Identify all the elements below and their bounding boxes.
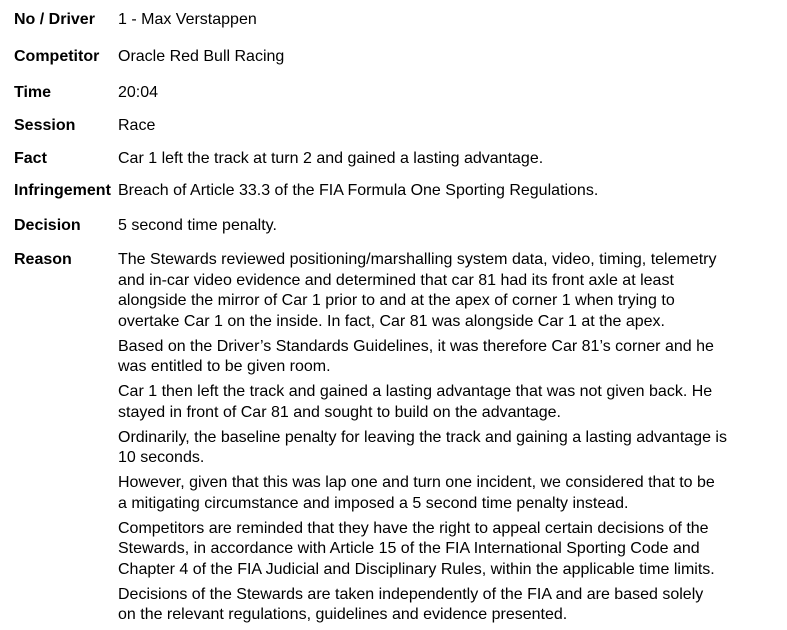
field-value: 1 - Max Verstappen [118,11,257,28]
field-label: Infringement [14,182,111,199]
reason-line: 10 seconds. [118,449,205,466]
reason-line: Chapter 4 of the FIA Judicial and Disciplinary Rules, within the applicable time limits. [118,560,715,578]
field-value: Race [118,117,156,134]
field-label: Competitor [14,48,100,65]
reason-line: Ordinarily, the baseline penalty for leaving the track and gaining a lasting advantage is [118,428,727,446]
reason-text [118,250,727,630]
reason-paragraph [118,428,727,469]
reason-line: Based on the Driver’s Standards Guidelines, it was therefore Car 81’s corner and he [118,337,714,355]
reason-line: overtake Car 1 on the inside. In fact, Car 81 was alongside Car 1 at the apex. [118,312,665,330]
field-label: Reason [14,251,72,268]
reason-line: Stewards, in accordance with Article 15 of the FIA International Sporting Code and [118,540,700,557]
reason-paragraph [118,473,727,514]
reason-line: However, given that this was lap one and turn one incident, we considered that to be [118,474,715,491]
reason-line: stayed in front of Car 81 and sought to build on the advantage. [118,403,561,421]
reason-paragraph [118,382,727,423]
reason-line: a mitigating circumstance and imposed a 5 second time penalty instead. [118,494,629,512]
field-label: No / Driver [14,11,95,28]
field-label: Time [14,84,52,101]
field-value: Car 1 left the track at turn 2 and gained a lasting advantage. [118,150,544,167]
field-value: 5 second time penalty. [118,217,277,234]
reason-paragraph [118,519,727,581]
reason-line: alongside the mirror of Car 1 prior to and at the apex of corner 1 when trying to [118,292,675,309]
field-value: Oracle Red Bull Racing [118,48,285,65]
field-value: Breach of Article 33.3 of the FIA Formula One Sporting Regulations. [118,182,599,199]
reason-line: Car 1 then left the track and gained a lasting advantage that was not given back. He [118,383,713,400]
reason-paragraph [118,337,727,378]
reason-line: Competitors are reminded that they have the right to appeal certain decisions of the [118,519,709,537]
reason-line: on the relevant regulations, guidelines and evidence presented. [118,606,568,623]
field-value: 20:04 [118,84,159,101]
reason-line: Decisions of the Stewards are taken independently of the FIA and are based solely [118,585,704,603]
reason-line: and in-car video evidence and determined that car 81 had its front axle at least [118,271,674,289]
reason-line: The Stewards reviewed positioning/marshalling system data, video, timing, telemetry [118,251,717,268]
reason-paragraph [118,585,727,626]
field-label: Fact [14,150,47,167]
field-label: Decision [14,217,81,234]
reason-line: was entitled to be given room. [118,358,331,375]
field-label: Session [14,117,76,134]
reason-paragraph [118,250,727,332]
